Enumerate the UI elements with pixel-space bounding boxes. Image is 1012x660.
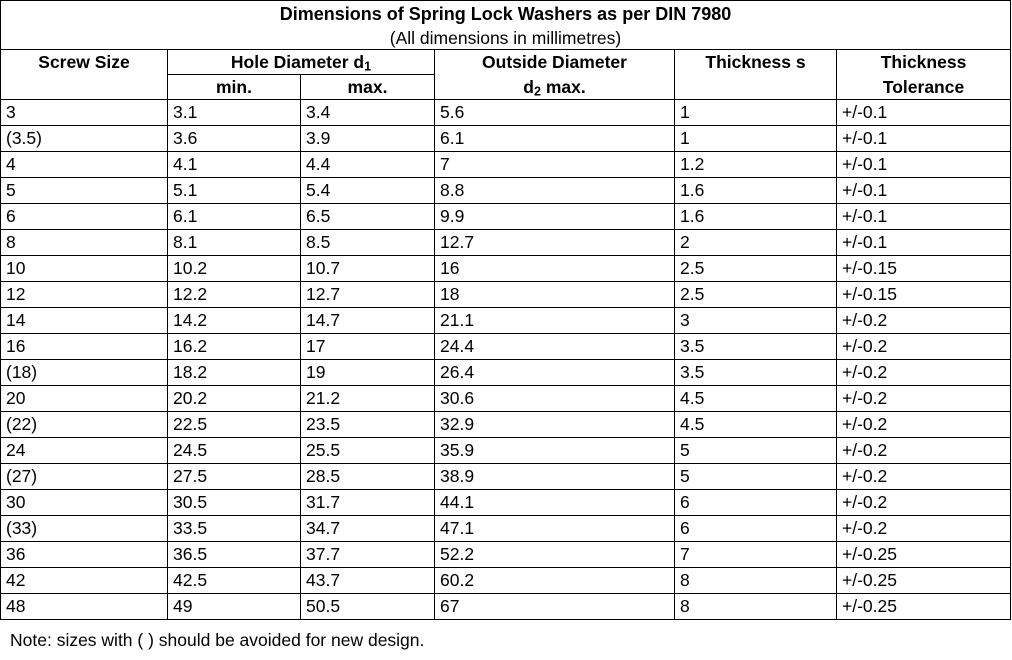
cell-thickness: 1 bbox=[675, 126, 837, 152]
table-row bbox=[1, 100, 1011, 126]
cell-hole-max: 21.2 bbox=[301, 386, 435, 412]
cell-screw-size: 42 bbox=[1, 568, 168, 594]
cell-screw-size: 3 bbox=[1, 100, 168, 126]
cell-tolerance: +/-0.1 bbox=[837, 100, 1011, 126]
cell-hole-max: 25.5 bbox=[301, 438, 435, 464]
table-row bbox=[1, 490, 1011, 516]
cell-tolerance: +/-0.1 bbox=[837, 204, 1011, 230]
cell-outside-diameter: 5.6 bbox=[435, 100, 675, 126]
cell-thickness: 1 bbox=[675, 100, 837, 126]
header-tolerance-line1: Thickness bbox=[837, 50, 1011, 75]
cell-outside-diameter: 35.9 bbox=[435, 438, 675, 464]
cell-outside-diameter: 60.2 bbox=[435, 568, 675, 594]
cell-tolerance: +/-0.25 bbox=[837, 542, 1011, 568]
cell-thickness: 1.6 bbox=[675, 204, 837, 230]
cell-outside-diameter: 47.1 bbox=[435, 516, 675, 542]
cell-hole-max: 8.5 bbox=[301, 230, 435, 256]
cell-thickness: 5 bbox=[675, 438, 837, 464]
cell-hole-max: 17 bbox=[301, 334, 435, 360]
cell-outside-diameter: 38.9 bbox=[435, 464, 675, 490]
cell-tolerance: +/-0.1 bbox=[837, 152, 1011, 178]
header-screw-size: Screw Size bbox=[1, 50, 168, 75]
table-row bbox=[1, 282, 1011, 308]
cell-screw-size: 48 bbox=[1, 594, 168, 620]
cell-outside-diameter: 21.1 bbox=[435, 308, 675, 334]
cell-hole-min: 12.2 bbox=[168, 282, 301, 308]
cell-outside-diameter: 30.6 bbox=[435, 386, 675, 412]
cell-tolerance: +/-0.15 bbox=[837, 256, 1011, 282]
cell-thickness: 6 bbox=[675, 490, 837, 516]
cell-screw-size: (27) bbox=[1, 464, 168, 490]
cell-hole-min: 16.2 bbox=[168, 334, 301, 360]
header-outside-diameter-line2 bbox=[435, 75, 675, 100]
table-row bbox=[1, 516, 1011, 542]
cell-hole-max: 50.5 bbox=[301, 594, 435, 620]
cell-hole-max: 23.5 bbox=[301, 412, 435, 438]
cell-hole-max: 3.4 bbox=[301, 100, 435, 126]
table-row bbox=[1, 386, 1011, 412]
cell-hole-min: 30.5 bbox=[168, 490, 301, 516]
cell-screw-size: 5 bbox=[1, 178, 168, 204]
cell-hole-max: 3.9 bbox=[301, 126, 435, 152]
cell-hole-max: 5.4 bbox=[301, 178, 435, 204]
cell-tolerance: +/-0.2 bbox=[837, 464, 1011, 490]
cell-tolerance: +/-0.2 bbox=[837, 334, 1011, 360]
cell-hole-max: 4.4 bbox=[301, 152, 435, 178]
cell-outside-diameter: 6.1 bbox=[435, 126, 675, 152]
cell-hole-max: 43.7 bbox=[301, 568, 435, 594]
table-row bbox=[1, 334, 1011, 360]
header-outside-diameter: Outside Diameter bbox=[435, 50, 675, 75]
table-row bbox=[1, 568, 1011, 594]
table-row bbox=[1, 230, 1011, 256]
cell-screw-size: 14 bbox=[1, 308, 168, 334]
table-row bbox=[1, 256, 1011, 282]
header-outside-diameter-suffix: max. bbox=[540, 76, 586, 97]
cell-hole-min: 3.1 bbox=[168, 100, 301, 126]
cell-screw-size: 20 bbox=[1, 386, 168, 412]
cell-screw-size: 36 bbox=[1, 542, 168, 568]
cell-hole-max: 6.5 bbox=[301, 204, 435, 230]
cell-thickness: 1.2 bbox=[675, 152, 837, 178]
cell-thickness: 4.5 bbox=[675, 386, 837, 412]
cell-hole-min: 24.5 bbox=[168, 438, 301, 464]
cell-screw-size: (33) bbox=[1, 516, 168, 542]
cell-tolerance: +/-0.1 bbox=[837, 126, 1011, 152]
cell-tolerance: +/-0.2 bbox=[837, 438, 1011, 464]
cell-hole-min: 49 bbox=[168, 594, 301, 620]
cell-outside-diameter: 32.9 bbox=[435, 412, 675, 438]
header-hole-min: min. bbox=[168, 75, 301, 100]
cell-tolerance: +/-0.2 bbox=[837, 516, 1011, 542]
table-row bbox=[1, 464, 1011, 490]
cell-hole-max: 31.7 bbox=[301, 490, 435, 516]
cell-hole-min: 33.5 bbox=[168, 516, 301, 542]
cell-screw-size: (18) bbox=[1, 360, 168, 386]
table-row bbox=[1, 438, 1011, 464]
cell-tolerance: +/-0.2 bbox=[837, 412, 1011, 438]
cell-tolerance: +/-0.15 bbox=[837, 282, 1011, 308]
cell-hole-max: 34.7 bbox=[301, 516, 435, 542]
cell-screw-size: 8 bbox=[1, 230, 168, 256]
cell-outside-diameter: 24.4 bbox=[435, 334, 675, 360]
header-screw-size-blank bbox=[1, 75, 168, 100]
cell-outside-diameter: 8.8 bbox=[435, 178, 675, 204]
cell-thickness: 3.5 bbox=[675, 360, 837, 386]
footnote: Note: sizes with ( ) should be avoided for new design. bbox=[10, 630, 425, 650]
cell-screw-size: 6 bbox=[1, 204, 168, 230]
cell-thickness: 7 bbox=[675, 542, 837, 568]
cell-thickness: 1.6 bbox=[675, 178, 837, 204]
header-thickness-blank bbox=[675, 75, 837, 100]
cell-thickness: 3 bbox=[675, 308, 837, 334]
table-row bbox=[1, 308, 1011, 334]
table-row bbox=[1, 152, 1011, 178]
cell-hole-min: 4.1 bbox=[168, 152, 301, 178]
header-hole-max: max. bbox=[301, 75, 435, 100]
cell-hole-max: 12.7 bbox=[301, 282, 435, 308]
cell-hole-max: 10.7 bbox=[301, 256, 435, 282]
cell-hole-min: 42.5 bbox=[168, 568, 301, 594]
cell-tolerance: +/-0.2 bbox=[837, 360, 1011, 386]
cell-tolerance: +/-0.1 bbox=[837, 230, 1011, 256]
cell-screw-size: 30 bbox=[1, 490, 168, 516]
cell-hole-min: 5.1 bbox=[168, 178, 301, 204]
cell-screw-size: 24 bbox=[1, 438, 168, 464]
cell-hole-min: 3.6 bbox=[168, 126, 301, 152]
cell-outside-diameter: 12.7 bbox=[435, 230, 675, 256]
cell-outside-diameter: 18 bbox=[435, 282, 675, 308]
cell-thickness: 2 bbox=[675, 230, 837, 256]
cell-hole-max: 28.5 bbox=[301, 464, 435, 490]
cell-hole-min: 18.2 bbox=[168, 360, 301, 386]
cell-hole-max: 37.7 bbox=[301, 542, 435, 568]
table-row bbox=[1, 594, 1011, 620]
cell-hole-max: 14.7 bbox=[301, 308, 435, 334]
cell-tolerance: +/-0.2 bbox=[837, 386, 1011, 412]
table-row bbox=[1, 412, 1011, 438]
table-row bbox=[1, 126, 1011, 152]
cell-hole-min: 10.2 bbox=[168, 256, 301, 282]
header-hole-diameter-label: Hole Diameter d bbox=[230, 52, 365, 72]
cell-hole-max: 19 bbox=[301, 360, 435, 386]
header-hole-diameter-subscript: 1 bbox=[364, 59, 372, 74]
table-row bbox=[1, 204, 1011, 230]
cell-outside-diameter: 9.9 bbox=[435, 204, 675, 230]
table-row bbox=[1, 542, 1011, 568]
cell-tolerance: +/-0.1 bbox=[837, 178, 1011, 204]
cell-hole-min: 22.5 bbox=[168, 412, 301, 438]
cell-thickness: 4.5 bbox=[675, 412, 837, 438]
cell-thickness: 3.5 bbox=[675, 334, 837, 360]
table-subtitle: (All dimensions in millimetres) bbox=[1, 27, 1011, 50]
cell-hole-min: 6.1 bbox=[168, 204, 301, 230]
table-row bbox=[1, 178, 1011, 204]
cell-outside-diameter: 16 bbox=[435, 256, 675, 282]
cell-hole-min: 8.1 bbox=[168, 230, 301, 256]
cell-outside-diameter: 7 bbox=[435, 152, 675, 178]
cell-thickness: 2.5 bbox=[675, 256, 837, 282]
cell-outside-diameter: 26.4 bbox=[435, 360, 675, 386]
cell-hole-min: 20.2 bbox=[168, 386, 301, 412]
header-hole-diameter bbox=[168, 50, 435, 75]
cell-screw-size: (22) bbox=[1, 412, 168, 438]
cell-screw-size: 16 bbox=[1, 334, 168, 360]
cell-outside-diameter: 52.2 bbox=[435, 542, 675, 568]
header-thickness: Thickness s bbox=[675, 50, 837, 75]
cell-thickness: 2.5 bbox=[675, 282, 837, 308]
cell-tolerance: +/-0.25 bbox=[837, 594, 1011, 620]
cell-thickness: 8 bbox=[675, 568, 837, 594]
cell-tolerance: +/-0.25 bbox=[837, 568, 1011, 594]
table-title: Dimensions of Spring Lock Washers as per DIN 7980 bbox=[1, 1, 1011, 28]
cell-thickness: 5 bbox=[675, 464, 837, 490]
cell-hole-min: 27.5 bbox=[168, 464, 301, 490]
cell-hole-min: 14.2 bbox=[168, 308, 301, 334]
cell-thickness: 6 bbox=[675, 516, 837, 542]
cell-outside-diameter: 44.1 bbox=[435, 490, 675, 516]
cell-screw-size: 4 bbox=[1, 152, 168, 178]
header-outside-diameter-subscript: 2 bbox=[533, 84, 541, 99]
header-outside-diameter-symbol: d bbox=[523, 76, 534, 97]
table-row bbox=[1, 360, 1011, 386]
cell-outside-diameter: 67 bbox=[435, 594, 675, 620]
cell-screw-size: 12 bbox=[1, 282, 168, 308]
cell-thickness: 8 bbox=[675, 594, 837, 620]
cell-tolerance: +/-0.2 bbox=[837, 490, 1011, 516]
cell-tolerance: +/-0.2 bbox=[837, 308, 1011, 334]
header-tolerance-line2: Tolerance bbox=[837, 75, 1011, 100]
cell-screw-size: (3.5) bbox=[1, 126, 168, 152]
cell-screw-size: 10 bbox=[1, 256, 168, 282]
cell-hole-min: 36.5 bbox=[168, 542, 301, 568]
